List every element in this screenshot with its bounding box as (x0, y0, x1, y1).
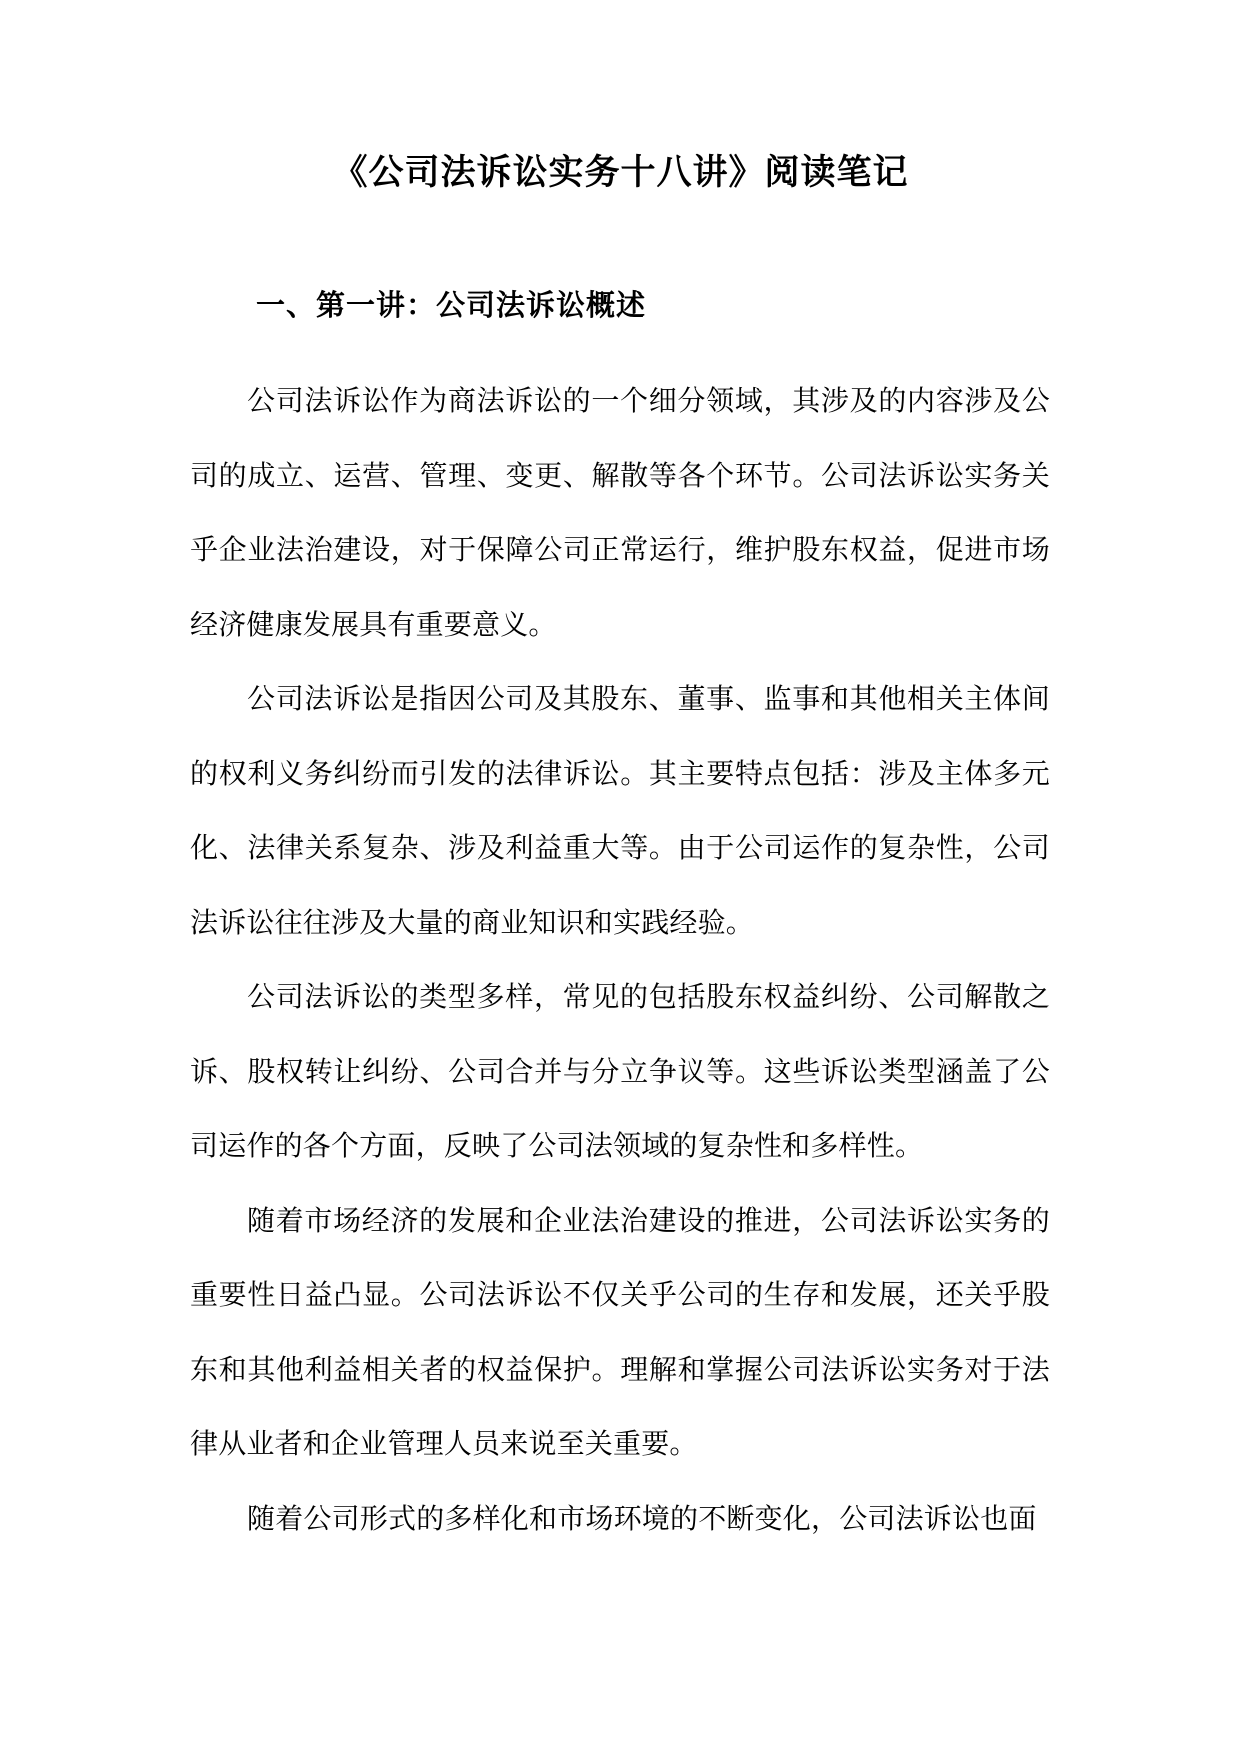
paragraph: 随着公司形式的多样化和市场环境的不断变化，公司法诉讼也面 (247, 1501, 1037, 1535)
document-title: 《公司法诉讼实务十八讲》阅读笔记 (332, 152, 909, 193)
paragraph: 公司法诉讼的类型多样，常见的包括股东权益纠纷、公司解散之诉、股权转让纠纷、公司合并与分立争议等。这些诉讼类型涵盖了公司运作的各个方面，反映了公司法领域的复杂性和多样性。 (190, 980, 1050, 1162)
section-body (190, 364, 1050, 1556)
section-heading: 一、第一讲：公司法诉讼概述 (256, 288, 647, 322)
paragraph: 公司法诉讼是指因公司及其股东、董事、监事和其他相关主体间的权利义务纠纷而引发的法律诉讼。其主要特点包括：涉及主体多元化、法律关系复杂、涉及利益重大等。由于公司运作的复杂性，公司法诉讼往往涉及大量的商业知识和实践经验。 (190, 682, 1050, 939)
paragraph: 公司法诉讼作为商法诉讼的一个细分领域，其涉及的内容涉及公司的成立、运营、管理、变更、解散等各个环节。公司法诉讼实务关乎企业法治建设，对于保障公司正常运行，维护股东权益，促进市场经济健康发展具有重要意义。 (190, 384, 1050, 641)
paragraph: 随着市场经济的发展和企业法治建设的推进，公司法诉讼实务的重要性日益凸显。公司法诉讼不仅关乎公司的生存和发展，还关乎股东和其他利益相关者的权益保护。理解和掌握公司法诉讼实务对于法律从业者和企业管理人员来说至关重要。 (190, 1203, 1050, 1460)
